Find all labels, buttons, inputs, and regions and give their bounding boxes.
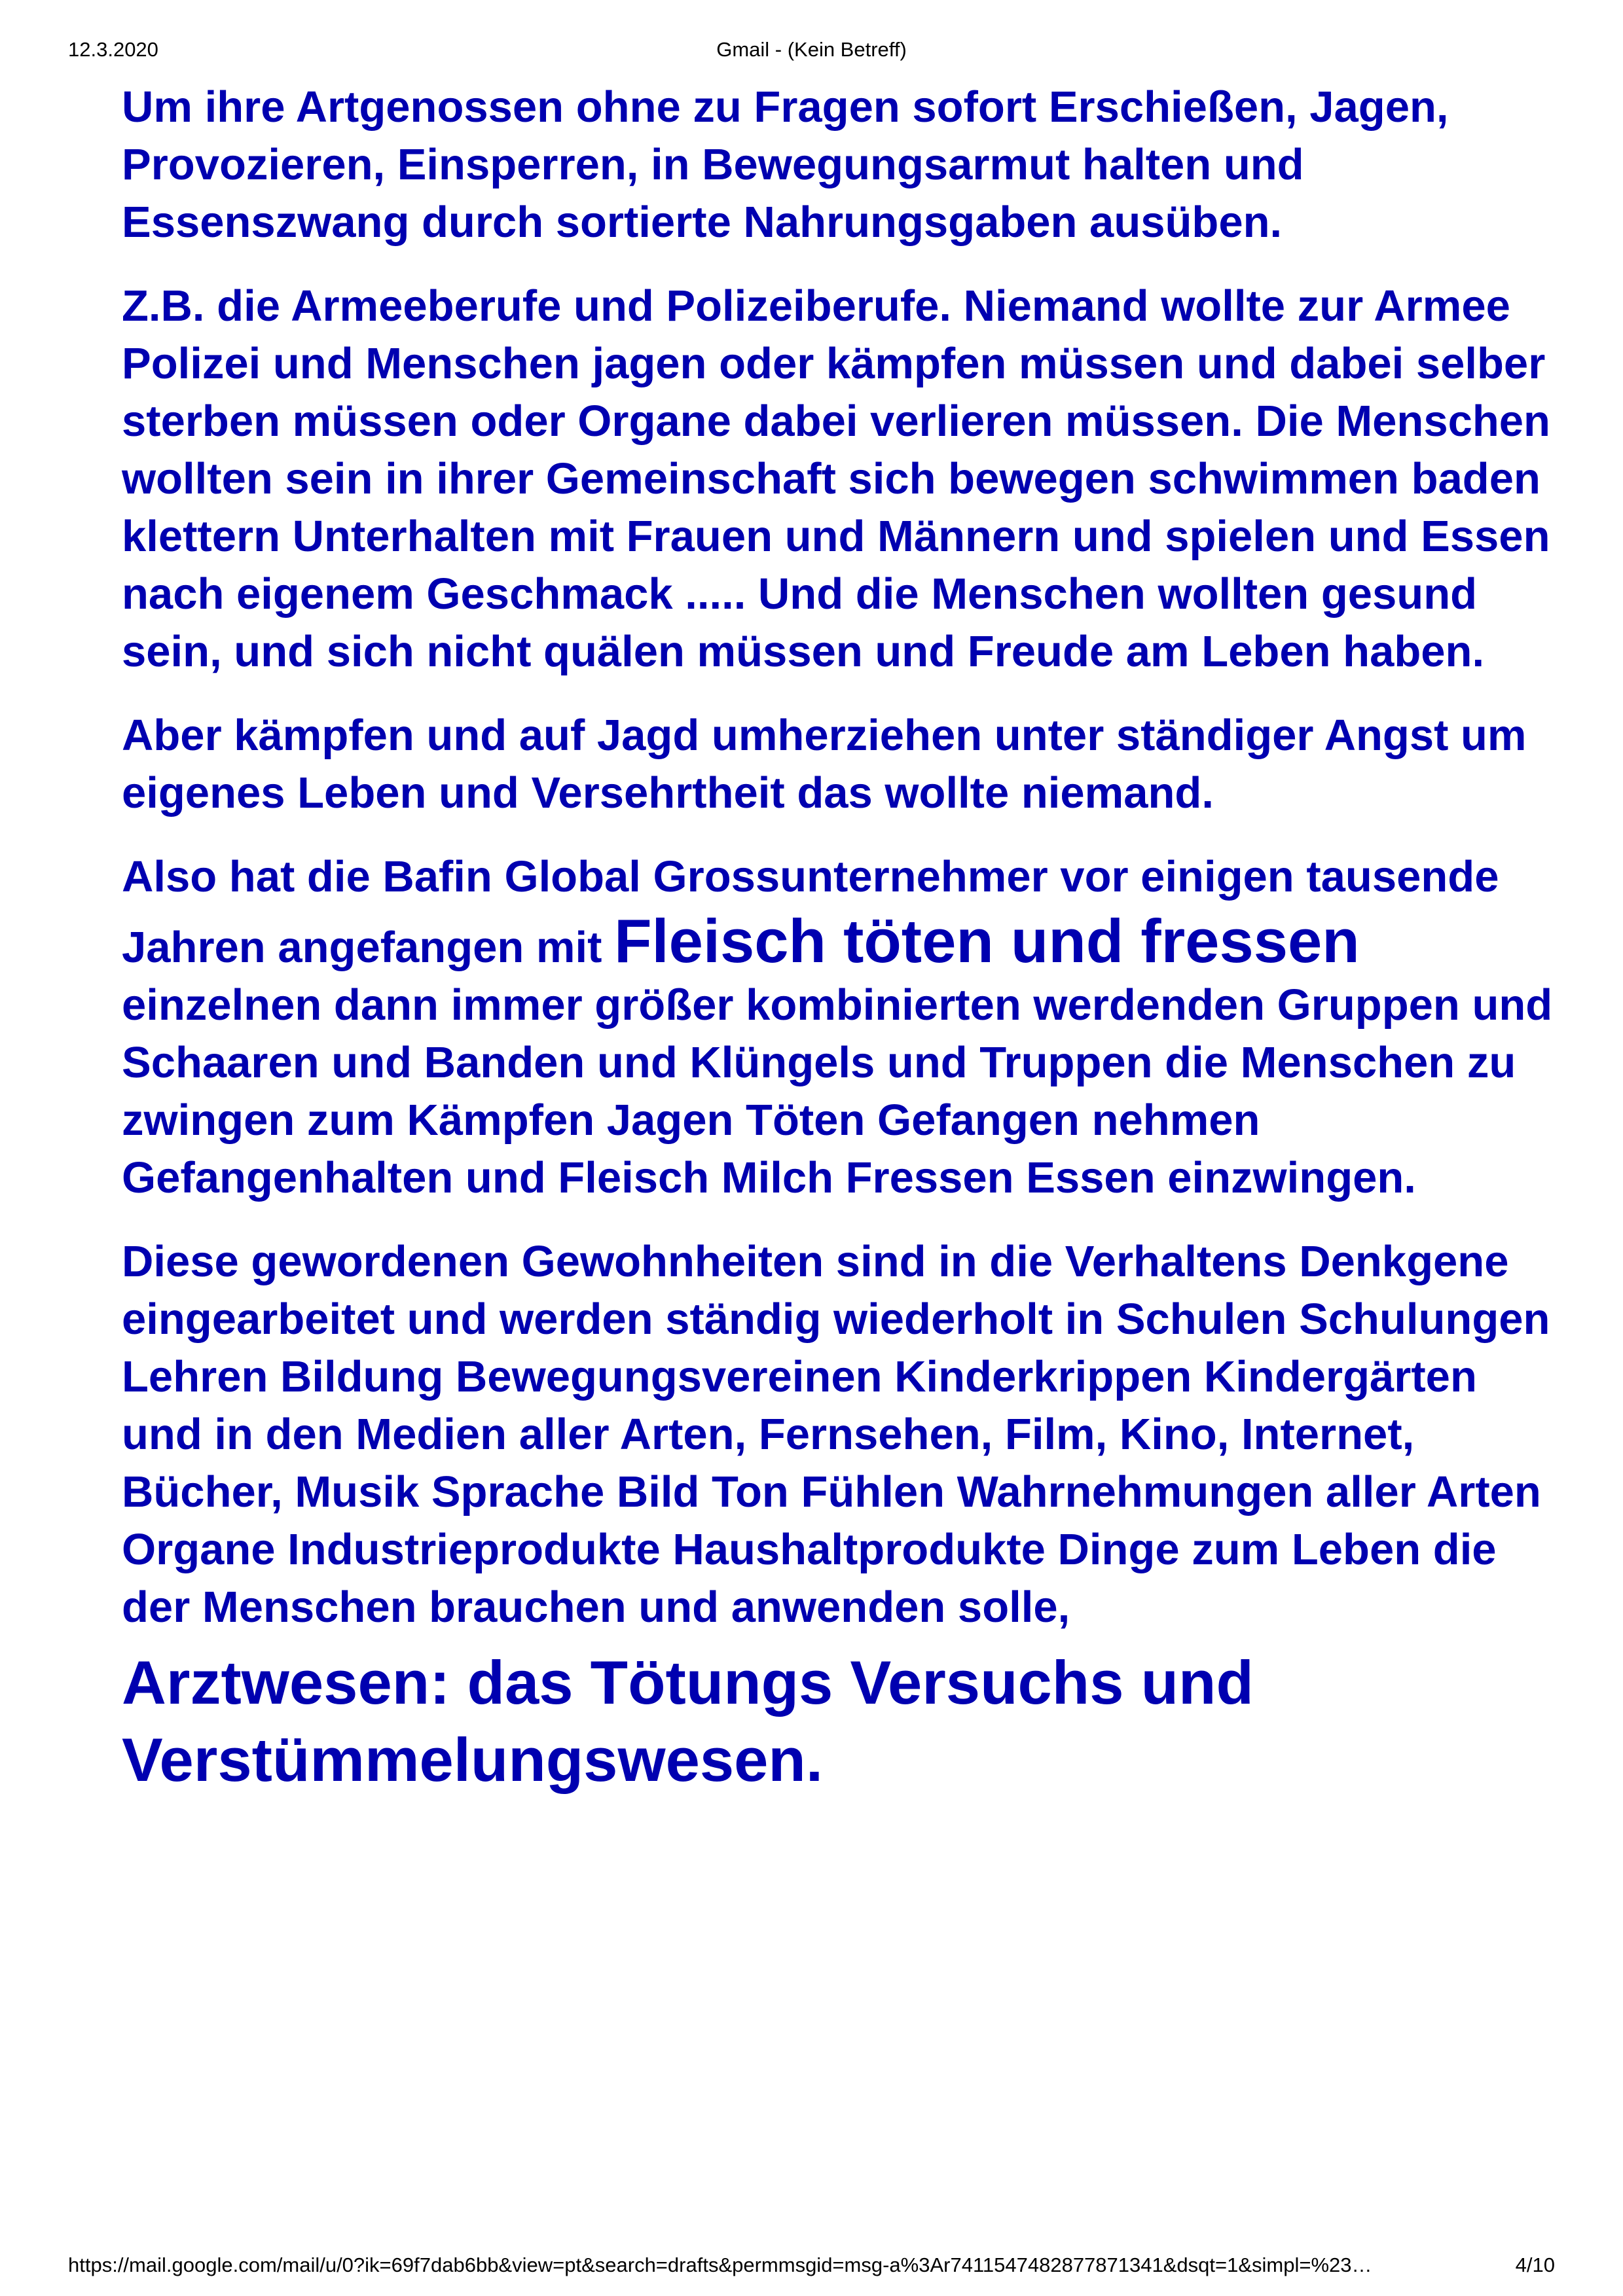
paragraph-2: Z.B. die Armeeberufe und Polizeiberufe. Niemand wollte zur Armee Polizei und Menschen jagen oder kämpfen müssen und dabei selber sterben müssen oder Organe dabei verlieren müssen. Die Menschen wollten sein in ihrer Gemeinschaft sich bewegen schwimmen baden klettern Unterhalten mit Frauen und Männern und spielen und Essen nach eigenem Geschmack ..... Und die Menschen wollten gesund sein, und sich nicht quälen müssen und Freude am Leben haben. [122,281,1550,676]
paragraph-4 [122,848,1562,1207]
paragraph-5: Diese gewordenen Gewohnheiten sind in die Verhaltens Denkgene eingearbeitet und werden ständig wiederholt in Schulen Schulungen Lehren Bildung Bewegungsvereinen Kinderkrippen Kindergärten und in den Medien aller Arten, Fernsehen, Film, Kino, Internet, Bücher, Musik Sprache Bild Ton Fühlen Wahrnehmungen aller Arten Organe Industrieprodukte Haushaltprodukte Dinge zum Leben die der Menschen brauchen und anwenden solle, [122,1237,1550,1632]
page-footer [68,2253,1555,2286]
email-title: Gmail - (Kein Betreff) [716,38,907,61]
emphasis-large-text: Fleisch töten und fressen [614,906,1360,975]
paragraph-4-start: Also hat die Bafin Global Grossunternehmer vor einigen tausende Jahren angefangen mit [122,852,1499,972]
paragraph-3: Aber kämpfen und auf Jagd umherziehen unter ständiger Angst um eigenes Leben und Versehrtheit das wollte niemand. [122,711,1527,817]
email-body [122,79,1562,1825]
closing-heading: Arztwesen: das Tötungs Versuchs und Verstümmelungswesen. [122,1648,1254,1794]
print-url: https://mail.google.com/mail/u/0?ik=69f7dab6bb&view=pt&search=drafts&permmsgid=msg-a%3Ar7411547482877871341&dsqt=1&simpl=%23… [68,2253,1372,2276]
print-date: 12.3.2020 [68,38,158,61]
page-header [68,38,1555,71]
paragraph-1: Um ihre Artgenossen ohne zu Fragen sofort Erschießen, Jagen, Provozieren, Einsperren, in Bewegungsarmut halten und Essenszwang durch sortierte Nahrungsgaben ausüben. [122,82,1449,247]
page-number: 4/10 [1515,2253,1555,2276]
paragraph-4-end: einzelnen dann immer größer kombinierten werdenden Gruppen und Schaaren und Banden und Klüngels und Truppen die Menschen zu zwingen zum Kämpfen Jagen Töten Gefangen nehmen Gefangenhalten und Fleisch Milch Fressen Essen einzwingen. [122,980,1553,1202]
